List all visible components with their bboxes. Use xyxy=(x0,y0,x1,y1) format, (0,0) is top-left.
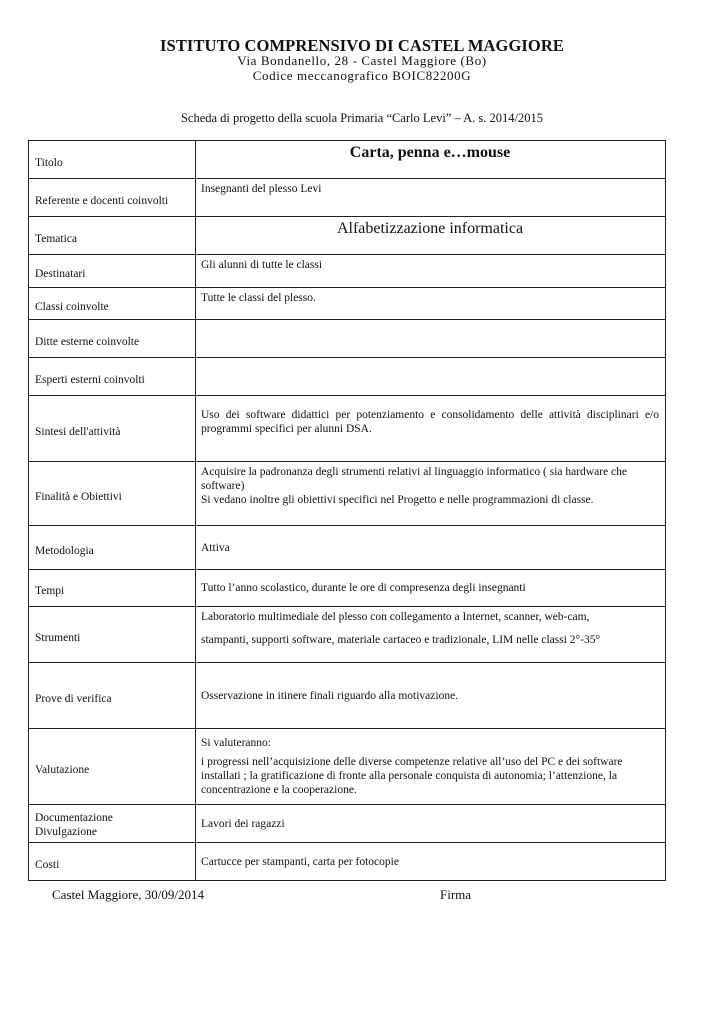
value-sintesi: Uso dei software didattici per potenziamento e consolidamento delle attività disciplinari e/o programmi specifici per alunni DSA. xyxy=(201,409,659,435)
value-classi: Tutte le classi del plesso. xyxy=(196,288,666,320)
value-metodologia: Attiva xyxy=(196,526,666,570)
label-metodologia: Metodologia xyxy=(29,526,196,570)
row-tematica xyxy=(29,217,666,255)
value-finalita-1: Acquisire la padronanza degli strumenti relativi al linguaggio informatico ( sia hardware che software) xyxy=(201,466,627,492)
label-destinatari: Destinatari xyxy=(29,255,196,288)
label-tematica: Tematica xyxy=(29,217,196,255)
row-tempi xyxy=(29,570,666,607)
row-titolo xyxy=(29,141,666,179)
school-address: Via Bondanello, 28 - Castel Maggiore (Bo) xyxy=(237,53,487,68)
value-finalita-2: Si vedano inoltre gli obiettivi specifici nel Progetto e nelle programmazioni di classe. xyxy=(201,494,594,506)
row-costi xyxy=(29,843,666,881)
label-ditte: Ditte esterne coinvolte xyxy=(29,320,196,358)
value-tempi: Tutto l’anno scolastico, durante le ore di compresenza degli insegnanti xyxy=(196,570,666,607)
label-strumenti: Strumenti xyxy=(29,607,196,663)
value-valutazione-1: Si valuteranno: xyxy=(201,737,271,749)
value-costi: Cartucce per stampanti, carta per fotocopie xyxy=(196,843,666,881)
label-referente: Referente e docenti coinvolti xyxy=(29,179,196,217)
row-classi xyxy=(29,288,666,320)
label-documentazione-2: Divulgazione xyxy=(35,825,97,838)
value-documentazione: Lavori dei ragazzi xyxy=(196,805,666,843)
row-referente xyxy=(29,179,666,217)
row-valutazione xyxy=(29,729,666,805)
label-titolo: Titolo xyxy=(29,141,196,179)
value-valutazione-2: i progressi nell’acquisizione delle diverse competenze relative all’uso del PC e dei software installati ; la gratificazione di fronte alla personale conquista di autonomia; l’attenzione, la concentrazione e la cooperazione. xyxy=(201,756,623,796)
row-finalita xyxy=(29,462,666,526)
row-sintesi xyxy=(29,396,666,462)
row-destinatari xyxy=(29,255,666,288)
project-sheet-table xyxy=(28,140,666,881)
label-sintesi: Sintesi dell'attività xyxy=(29,396,196,462)
label-documentazione-1: Documentazione xyxy=(35,811,113,824)
row-ditte xyxy=(29,320,666,358)
value-esperti xyxy=(196,358,666,396)
scheda-title: Scheda di progetto della scuola Primaria “Carlo Levi” – A. s. 2014/2015 xyxy=(180,111,544,125)
value-referente: Insegnanti del plesso Levi xyxy=(196,179,666,217)
row-esperti xyxy=(29,358,666,396)
label-tempi: Tempi xyxy=(29,570,196,607)
value-titolo: Carta, penna e…mouse xyxy=(349,144,511,161)
label-prove: Prove di verifica xyxy=(29,663,196,729)
value-strumenti-1: Laboratorio multimediale del plesso con collegamento a Internet, scanner, web-cam, xyxy=(201,611,590,623)
school-code: Codice meccanografico BOIC82200G xyxy=(252,68,472,83)
label-classi: Classi coinvolte xyxy=(29,288,196,320)
value-prove: Osservazione in itinere finali riguardo alla motivazione. xyxy=(196,663,666,729)
school-name: ISTITUTO COMPRENSIVO DI CASTEL MAGGIORE xyxy=(160,36,564,55)
row-documentazione xyxy=(29,805,666,843)
label-valutazione: Valutazione xyxy=(29,729,196,805)
value-strumenti-2: stampanti, supporti software, materiale cartaceo e tradizionale, LIM nelle classi 2°-35° xyxy=(201,634,601,646)
label-finalita: Finalità e Obiettivi xyxy=(29,462,196,526)
row-prove xyxy=(29,663,666,729)
value-ditte xyxy=(196,320,666,358)
label-costi: Costi xyxy=(29,843,196,881)
signature-label: Firma xyxy=(440,887,472,902)
place-date: Castel Maggiore, 30/09/2014 xyxy=(52,887,205,902)
row-strumenti xyxy=(29,607,666,663)
value-destinatari: Gli alunni di tutte le classi xyxy=(196,255,666,288)
value-tematica: Alfabetizzazione informatica xyxy=(336,220,524,237)
label-esperti: Esperti esterni coinvolti xyxy=(29,358,196,396)
row-metodologia xyxy=(29,526,666,570)
